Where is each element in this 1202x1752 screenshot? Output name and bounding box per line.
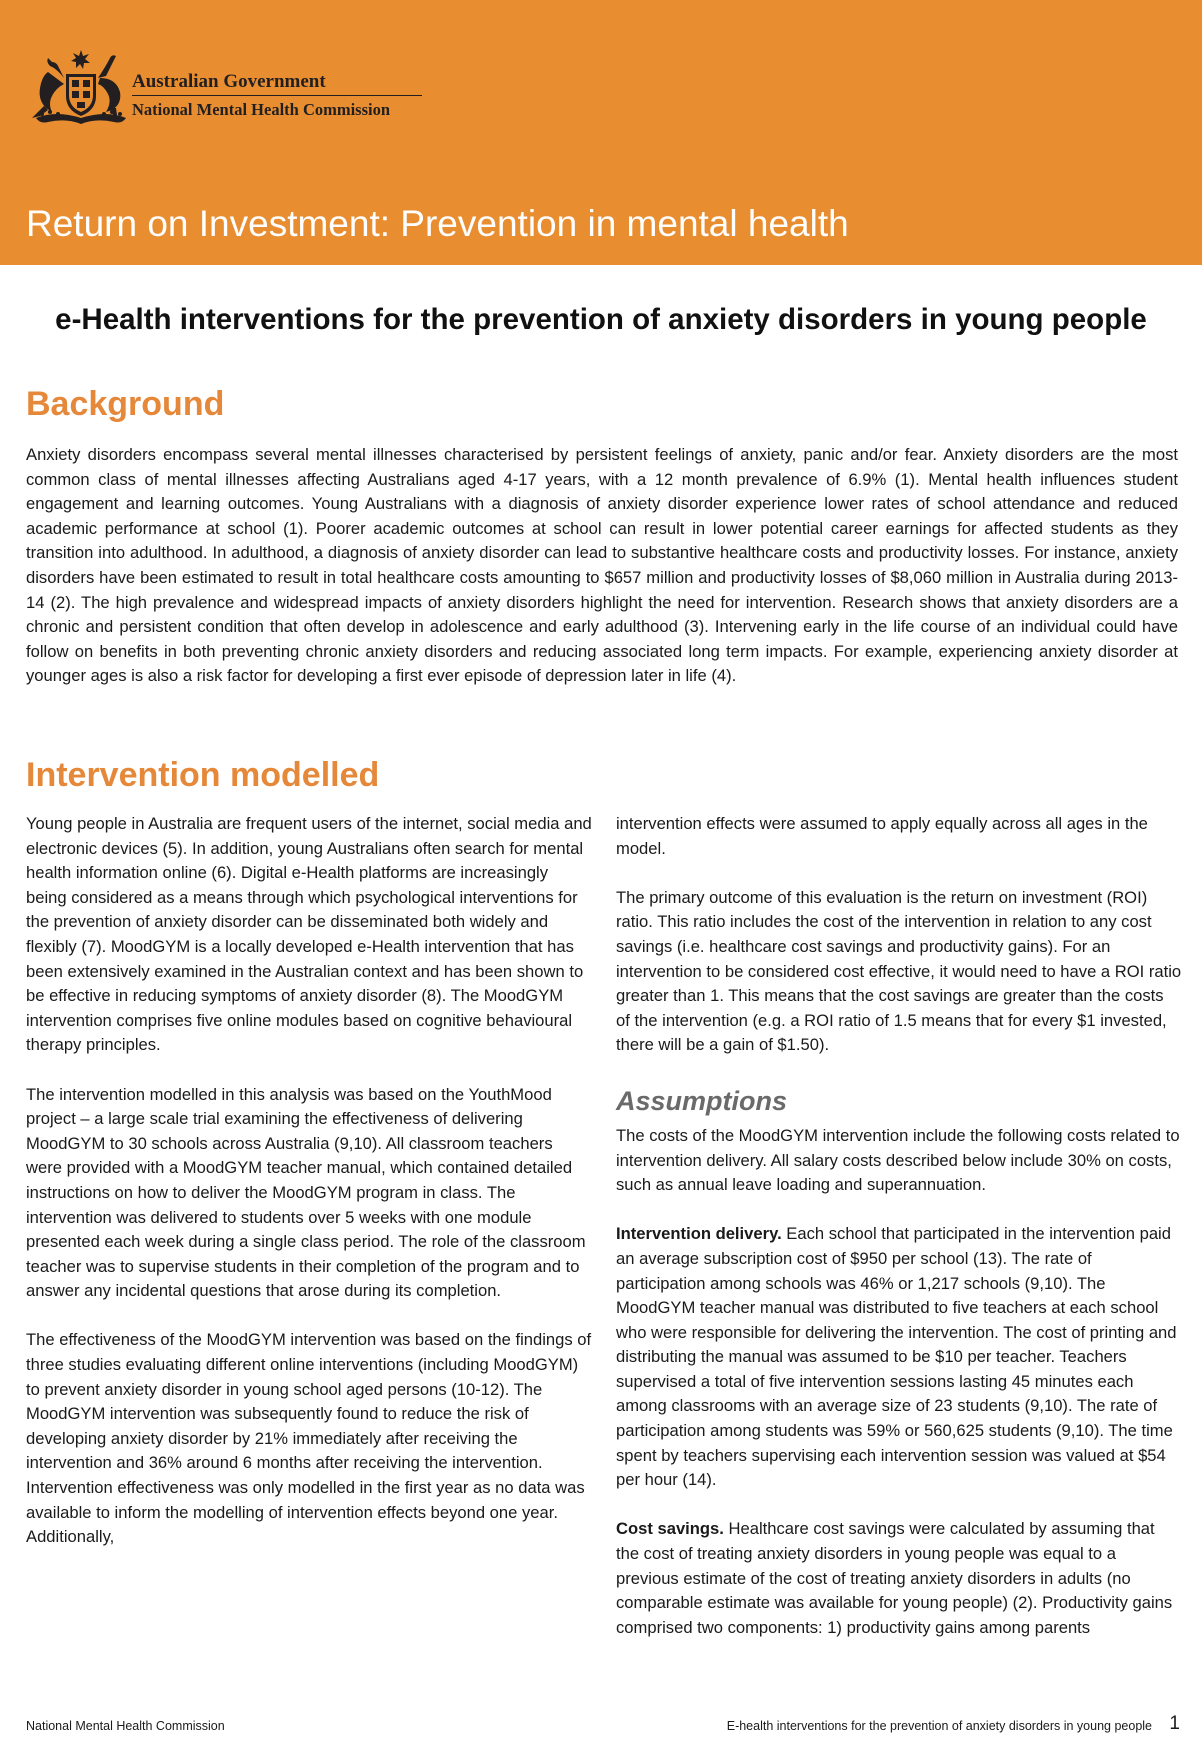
dept-name: National Mental Health Commission <box>132 100 391 119</box>
roi-paragraph: The primary outcome of this evaluation is the return on investment (ROI) ratio. This ratio includes the cost of the intervention in relation to any cost savings (i.e. healthcare cost savings and productivity gains). For an intervention to be considered cost effective, it would need to have a ROI ratio greater than 1. This means that the cost savings are greater than the costs of the intervention (e.g. a ROI ratio of 1.5 means that for every $1 invested, there will be a gain of $1.50). <box>616 887 1182 1055</box>
savings-text: Healthcare cost savings were calculated by assuming that the cost of treating anxiety disorders in young people was equal to a previous estimate of the cost of treating anxiety disorders in adults (no comparable estimate was available for young people) (2). Productivity gains comprised two components: 1) productivity gains among parents <box>616 1519 1173 1637</box>
government-logo <box>26 48 426 128</box>
savings-label: Cost savings. <box>616 1519 724 1539</box>
background-paragraph: Anxiety disorders encompass several mental illnesses characterised by persistent feelings of anxiety, panic and/or fear. Anxiety disorders are the most common class of mental illnesses affecting Australians aged 4-17 years, with a 12 month prevalence of 6.9% (1). Mental health influences student engagement and learning outcomes. Young Australians with a diagnosis of anxiety disorder experience lower rates of school attendance and reduced academic performance at school (1). Poorer academic outcomes at school can result in lower potential career earnings for affected students as they transition into adulthood. In adulthood, a diagnosis of anxiety disorder can lead to substantive healthcare costs and productivity losses. For instance, anxiety disorders have been estimated to result in total healthcare costs amounting to $657 million and productivity losses of $8,060 million in Australia during 2013-14 (2). The high prevalence and widespread impacts of anxiety disorders highlight the need for intervention. Research shows that anxiety disorders are a chronic and persistent condition that often develop in adolescence and early adulthood (3). Intervening early in the life course of an individual could have follow on benefits in both preventing chronic anxiety disorders and reducing associated long term impacts. For example, experiencing anxiety disorder at younger ages is also a risk factor for developing a first ever episode of depression later in life (4). <box>26 445 1178 686</box>
org-name: Australian Government <box>132 71 326 92</box>
intervention-paragraph-3: The effectiveness of the MoodGYM intervention was based on the findings of three studies evaluating different online interventions (including MoodGYM) to prevent anxiety disorder in young school aged persons (10-12). The MoodGYM intervention was subsequently found to reduce the risk of developing anxiety disorder by 21% immediately after receiving the intervention and 36% around 6 months after receiving the intervention. Intervention effectiveness was only modelled in the first year as no data was available to inform the modelling of intervention effects beyond one year. Additionally, <box>26 1330 592 1547</box>
delivery-text: Each school that participated in the intervention paid an average subscription cost of $950 per school (13). The rate of participation among schools was 46% or 1,217 schools (9,10). The MoodGYM teacher manual was distributed to five teachers at each school who were responsible for delivering the intervention. The cost of printing and distributing the manual was assumed to be $10 per teacher. Teachers supervised a total of five intervention sessions lasting 45 minutes each among classrooms with an average size of 23 students (9,10). The rate of participation among students was 59% or 560,625 students (9,10). The time spent by teachers supervising each intervention session was valued at $54 per hour (14). <box>616 1224 1177 1490</box>
intervention-paragraph-4: intervention effects were assumed to apply equally across all ages in the model. <box>616 814 1148 858</box>
intervention-heading: Intervention modelled <box>26 756 380 794</box>
right-column <box>616 812 1182 1640</box>
savings-paragraph <box>616 1517 1182 1640</box>
wordmark-divider <box>132 95 422 96</box>
page-number: 1 <box>1169 1713 1180 1734</box>
background-heading: Background <box>26 385 225 423</box>
document-title: e-Health interventions for the prevention of anxiety disorders in young people <box>55 303 1147 336</box>
series-title: Return on Investment: Prevention in mental health <box>26 203 849 244</box>
intervention-paragraph-1: Young people in Australia are frequent users of the internet, social media and electronic devices (5). In addition, young Australians often search for mental health information online (6). Digital e-Health platforms are increasingly being considered as a means through which psychological interventions for the prevention of anxiety disorder can be disseminated both widely and flexibly (7). MoodGYM is a locally developed e-Health intervention that has been extensively examined in the Australian context and has been shown to be effective in reducing symptoms of anxiety disorder (8). The MoodGYM intervention comprises five online modules based on cognitive behavioural therapy principles. <box>26 814 592 1055</box>
assumptions-heading: Assumptions <box>616 1085 788 1116</box>
government-wordmark <box>132 70 432 120</box>
header-banner <box>0 0 1202 265</box>
left-column <box>26 812 593 1550</box>
assumptions-intro: The costs of the MoodGYM intervention include the following costs related to intervention delivery. All salary costs described below include 30% on costs, such as annual leave loading and superannuation. <box>616 1125 1180 1195</box>
coat-of-arms-icon <box>26 48 136 128</box>
intervention-paragraph-2: The intervention modelled in this analysis was based on the YouthMood project – a large scale trial examining the effectiveness of delivering MoodGYM to 30 schools across Australia (9,10). All classroom teachers were provided with a MoodGYM teacher manual, which contained detailed instructions on how to deliver the MoodGYM program in class. The intervention was delivered to students over 5 weeks with one module presented each week during a single class period. The role of the classroom teacher was to supervise students in their completion of the program and to answer any incidental questions that arose during its completion. <box>26 1084 586 1301</box>
footer-document-title: E-health interventions for the prevention of anxiety disorders in young people <box>726 1719 1152 1733</box>
delivery-label: Intervention delivery. <box>616 1224 782 1244</box>
footer-organisation: National Mental Health Commission <box>26 1719 225 1733</box>
delivery-paragraph <box>616 1222 1182 1493</box>
